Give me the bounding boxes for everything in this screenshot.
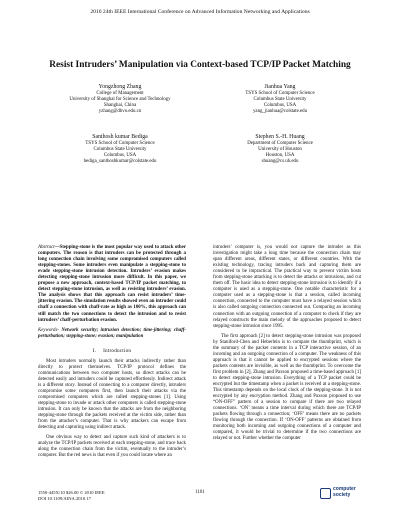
author-affiliation: Columbus State University [253, 97, 307, 103]
conference-header: 2010 24th IEEE International Conference on Advanced Information Networking and Applications [90, 9, 310, 15]
author-location: Columbus, USA [263, 103, 297, 109]
author-1 [40, 84, 200, 115]
author-affiliation: TSYS School of Computer Science [85, 141, 155, 146]
author-3 [40, 134, 200, 165]
author-2 [200, 84, 360, 115]
abstract-paragraph [38, 245, 186, 324]
keywords-text: Network security; intrusion detection; time-jittering; chaff-perturbation; stepping-stone; evasion; manipulation [38, 327, 186, 339]
body-paragraph: Most intruders normally launch their attacks indirectly rather than directly to protect themselves. TCP/IP protocol defines the communications between two computer hosts, so direct attacks can be detected easily and intruders could be captured effortlessly. Indirect attack is a different story. Instead of connecting to a computer directly, intruders compromise some computers first, then launch their attacks via the compromised computers which are called stepping-stones [1]. Using stepping-stone to invade or attack other computers is called stepping-stone intrusion. It can only be known that the attacks are from the neighboring stepping-stone through the packets received at the victim side, rather than from the attacker’s computer. That is why attackers can escape from detecting and capturing using indirect attack. [38, 358, 186, 431]
footer-isbn: 1550-445X/10 $26.00 © 2010 IEEE [38, 490, 105, 495]
section-heading-introduction: I. Introduction [92, 347, 132, 354]
author-4 [200, 134, 360, 165]
author-affiliation: TSYS School of Computer Science [245, 91, 315, 96]
author-name: Stephen S.-H. Huang [255, 134, 305, 140]
left-column [38, 245, 186, 464]
author-email: shuang@cs.uh.edu [261, 159, 299, 165]
author-affiliation: Department of Computer Science [247, 141, 313, 146]
abstract-label: Abstract [38, 245, 55, 250]
author-email: bediga_santhoshkumar@colstate.edu [83, 159, 157, 165]
author-name: Jianhua Yang [264, 84, 296, 90]
author-affiliation: College of Management [96, 91, 144, 96]
author-affiliation: Columbus State University [93, 147, 147, 153]
author-email: yzhang@dhvo.edu.cn [98, 109, 142, 115]
computer-society-logo [320, 486, 368, 502]
author-location: Shanghai, China [103, 103, 137, 109]
abstract-text: —Stepping-stone is the most popular way used to attack other computers. The reason is that intruders can be protected through a long connection chain involving some compromised computers called stepping-stones. Some intruders even manipulate a stepping-stone to evade stepping-stone intrusion detection. Intruders’ evasion makes detecting stepping-stone intrusion more difficult. In this paper, we propose a new approach, context-based TCP/IP packet matching, to detect stepping-stone intrusion, as well as resisting intruders’ evasion. The analysis shows that this approach can resist intruders’ time-jittering evasion. The simulation results showed even an intruder could chaff a connection with chaff-rate as high as 100%, this approach can still match the two connections to detect the intrusion and to resist intruders’ chaff-perturbation evasion. [38, 245, 186, 323]
body-paragraph: The first approach [2] to detect stepping-stone intrusion was proposed by Staniford-Chen and Heberlein is to compare the thumbprint, which is the summary of the packet contents in a TCP interactive session, of an incoming and an outgoing connection of a computer. The weakness of this approach is that it cannot be applied to encrypted sessions where the packets contents are invisible, as well as the thumbprint. To overcome the first problem in [2], Zhang and Paxson proposed a time-based approach [1] to detect stepping-stone intrusion. Everything of a TCP packet could be encrypted but the timestamp when a packet is received at a stepping-stone. This timestamp depends on the local clock of the stepping-stone. It is not encrypted by any encryption method. Zhang and Paxson proposed to use “ON-OFF” pattern of a session to compare if there are two relayed connections. ‘ON’ means a time interval during which there are TCP/IP packets flowing through a connection; ‘OFF’ means there are no packets flowing through the connection. If ‘ON-OFF’ patterns are obtained from monitoring both incoming and outgoing connections of a computer and compared, it would be trivial to determine if the two connections are relayed or not. Further whether the computer [213, 333, 361, 442]
author-name: Yongzhong Zhang [98, 84, 142, 90]
author-name: Santhosh kumar Bediga [92, 134, 148, 140]
ieee-logo-icon [320, 488, 331, 499]
author-email: yang_jianhua@colstate.edu [252, 109, 308, 115]
author-location: Houston, USA [265, 153, 295, 159]
footer-doi: DOI 10.1109/AINA.2010.17 [38, 495, 91, 501]
author-location: Columbus, USA [103, 153, 137, 159]
right-column [213, 245, 361, 447]
body-paragraph: One obvious way to detect and capture such kind of attackers is to analyze the TCP/IP packets received at each stepping-stone, and trace back along the connection chain from the victim, eventually to the intruder’s computer. But the red news is that even if you could locate where an [38, 435, 186, 459]
page-number: 1101 [195, 490, 205, 495]
body-paragraph: intruders’ computer is, you would not capture the intruder as this investigation might take a long time because the connection chain may span different areas, different states, or different countries. With the existing technology, tracing intruders back and capturing them are considered to be impractical. The practical way to prevent victim hosts from stepping-stone attacking is to detect the attacks or intrusions, and cut them off. The basic idea to detect stepping-stone intrusion is to identify if a computer is used as a stepping-stone. One notable characteristic for a computer used as a stepping-stone is that a session, called incoming connection, connected to the computer must have a relayed session which is also called outgoing connection connected out. Comparing an incoming connection with an outgoing connection of a computer to check if they are relayed constructs the main melody of the approaches proposed to detect stepping-stone intrusion since 1995. [213, 245, 361, 329]
paper-title: Resist Intruders’ Manipulation via Context-based TCP/IP Packet Matching [49, 60, 351, 70]
keywords-paragraph [38, 328, 186, 340]
logo-text: computer society [333, 486, 356, 498]
author-affiliation: University of Houston [258, 147, 302, 153]
author-affiliation: University of Shanghai for Science and Technology [69, 97, 171, 103]
keywords-label: Keywords- [38, 327, 60, 333]
